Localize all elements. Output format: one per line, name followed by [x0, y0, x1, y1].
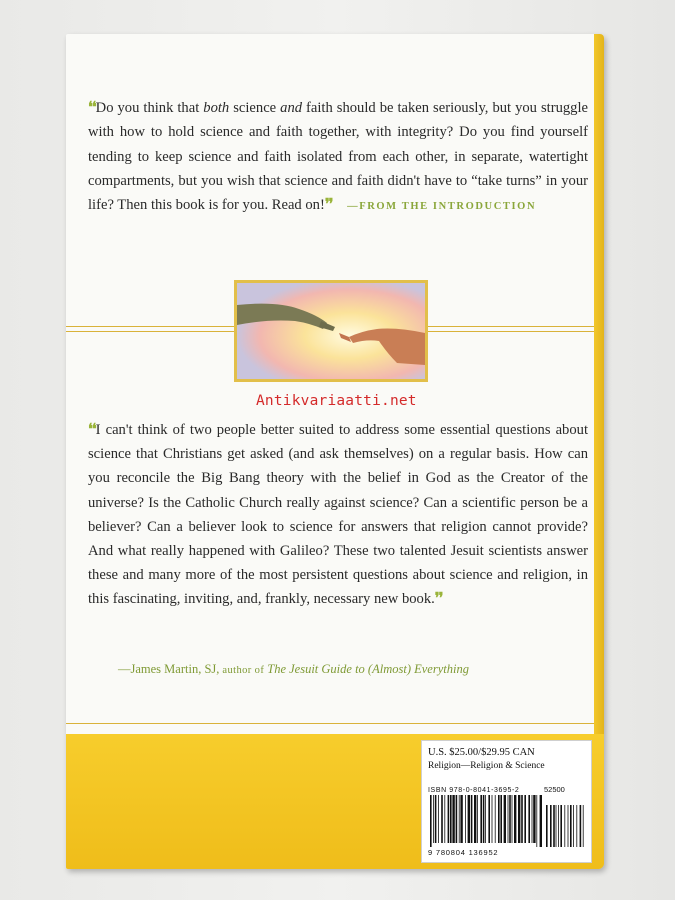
barcode-bar [433, 795, 434, 843]
creation-of-adam-image [234, 280, 428, 382]
author-of-label: author of [219, 665, 268, 676]
close-quote-mark-2: ❜❜ [434, 591, 443, 608]
barcode-bar [483, 795, 485, 843]
price-barcode-label [421, 740, 592, 863]
barcode-bar [450, 795, 452, 843]
barcode-bar [435, 795, 437, 843]
price-text: U.S. $25.00/$29.95 CAN [428, 747, 535, 758]
barcode-bar [509, 795, 511, 843]
yellow-band-rule [66, 723, 594, 724]
barcode-bar [492, 795, 493, 843]
watermark: Antikvariaatti.net [256, 393, 417, 409]
barcode-bar [444, 795, 445, 843]
barcode-addon: 52500 [544, 785, 565, 794]
barcode-addon-bar [583, 805, 584, 847]
open-quote-mark-2: ❛❛ [88, 422, 96, 438]
barcode-bar [474, 795, 476, 843]
introduction-quote [88, 96, 588, 219]
barcode-addon-bar [550, 805, 552, 847]
close-quote-mark: ❜❜ [324, 197, 333, 214]
barcode-addon-bar [568, 805, 569, 847]
barcode-bar [512, 795, 513, 843]
barcode-bar [459, 795, 460, 843]
barcode-addon-bar [580, 805, 582, 847]
barcode-bar [460, 795, 462, 843]
barcode-bar [480, 795, 482, 843]
barcode-bar [485, 795, 486, 843]
endorsement-quote [88, 418, 588, 612]
endorser-book-title: The Jesuit Guide to (Almost) Everything [267, 662, 469, 676]
barcode-addon-bar [546, 805, 548, 847]
barcode-bar [477, 795, 478, 843]
barcode-addon-bar [570, 805, 572, 847]
endorsement-attribution [118, 662, 588, 677]
barcode-bar [500, 795, 502, 843]
barcode-bar [533, 795, 535, 843]
isbn-text: ISBN 978-0-8041-3695-2 [428, 787, 520, 794]
barcode-bar [528, 795, 530, 843]
quote2-text: I can't think of two people better suited to address some essential questions about science that Christians get asked (and ask themselves) on a regular basis. How can you reconcile the Big Bang theory with the belief in God as the Creator of the universe? Is the Catholic Church really against science? Can a scientific person be a believer? Can a believer look to science for answers that religion cannot provide? And what really happened with Galileo? These two talented Jesuit scientists answer these and many more of the most persistent questions about science and religion, in this fascinating, inviting, and, frankly, necessary new book. [88, 422, 588, 608]
barcode-addon-bar [553, 805, 555, 847]
barcode-bar [518, 795, 520, 843]
barcode-bar [536, 795, 537, 847]
barcode-bar [438, 795, 439, 843]
barcode-bar [452, 795, 454, 843]
barcode-bar [532, 795, 533, 843]
barcode-bar [488, 795, 490, 843]
quote1-text-b: science [229, 100, 281, 116]
barcode-bar [524, 795, 526, 843]
barcode-bar [465, 795, 466, 843]
barcode-addon-bar [560, 805, 562, 847]
barcode-bar [495, 795, 496, 843]
quote1-text-a: Do you think that [95, 100, 204, 116]
barcode-number: 9 780804 136952 [428, 848, 499, 857]
category-text: Religion—Religion & Science [428, 761, 545, 771]
barcode-bar [514, 795, 516, 843]
open-quote-mark: ❛❛ [88, 100, 96, 116]
barcode-bar [471, 795, 473, 843]
barcode-addon-bar [564, 805, 565, 847]
quote1-text-c: faith should be taken seriously, but you struggle with how to hold science and faith together, with integrity? Do you find yourself tending to keep science and faith isolated from each other, in separate, watertight compartments, but you wish that science and faith didn't have to “take turns” in your life? Then this book is for you. Read on! [88, 100, 588, 214]
endorser-name: —James Martin, SJ, [118, 662, 220, 676]
quote1-both: both [203, 100, 230, 116]
barcode-bar [456, 795, 458, 843]
barcode-addon-bar [573, 805, 574, 847]
barcode-bars [428, 795, 585, 847]
barcode-bar [508, 795, 509, 843]
barcode-bar [521, 795, 523, 843]
barcode-addon-bar [556, 805, 557, 847]
barcode-addon-bar [576, 805, 577, 847]
barcode-addon-bar [558, 805, 559, 847]
quote1-source: —FROM THE INTRODUCTION [347, 201, 537, 213]
barcode-bar [498, 795, 500, 843]
barcode-bar [504, 795, 506, 843]
barcode-bar [441, 795, 443, 843]
barcode-bar [468, 795, 470, 843]
barcode-bar [430, 795, 432, 847]
barcode-bar [448, 795, 450, 843]
barcode-bar [540, 795, 542, 847]
quote1-and: and [280, 100, 303, 116]
